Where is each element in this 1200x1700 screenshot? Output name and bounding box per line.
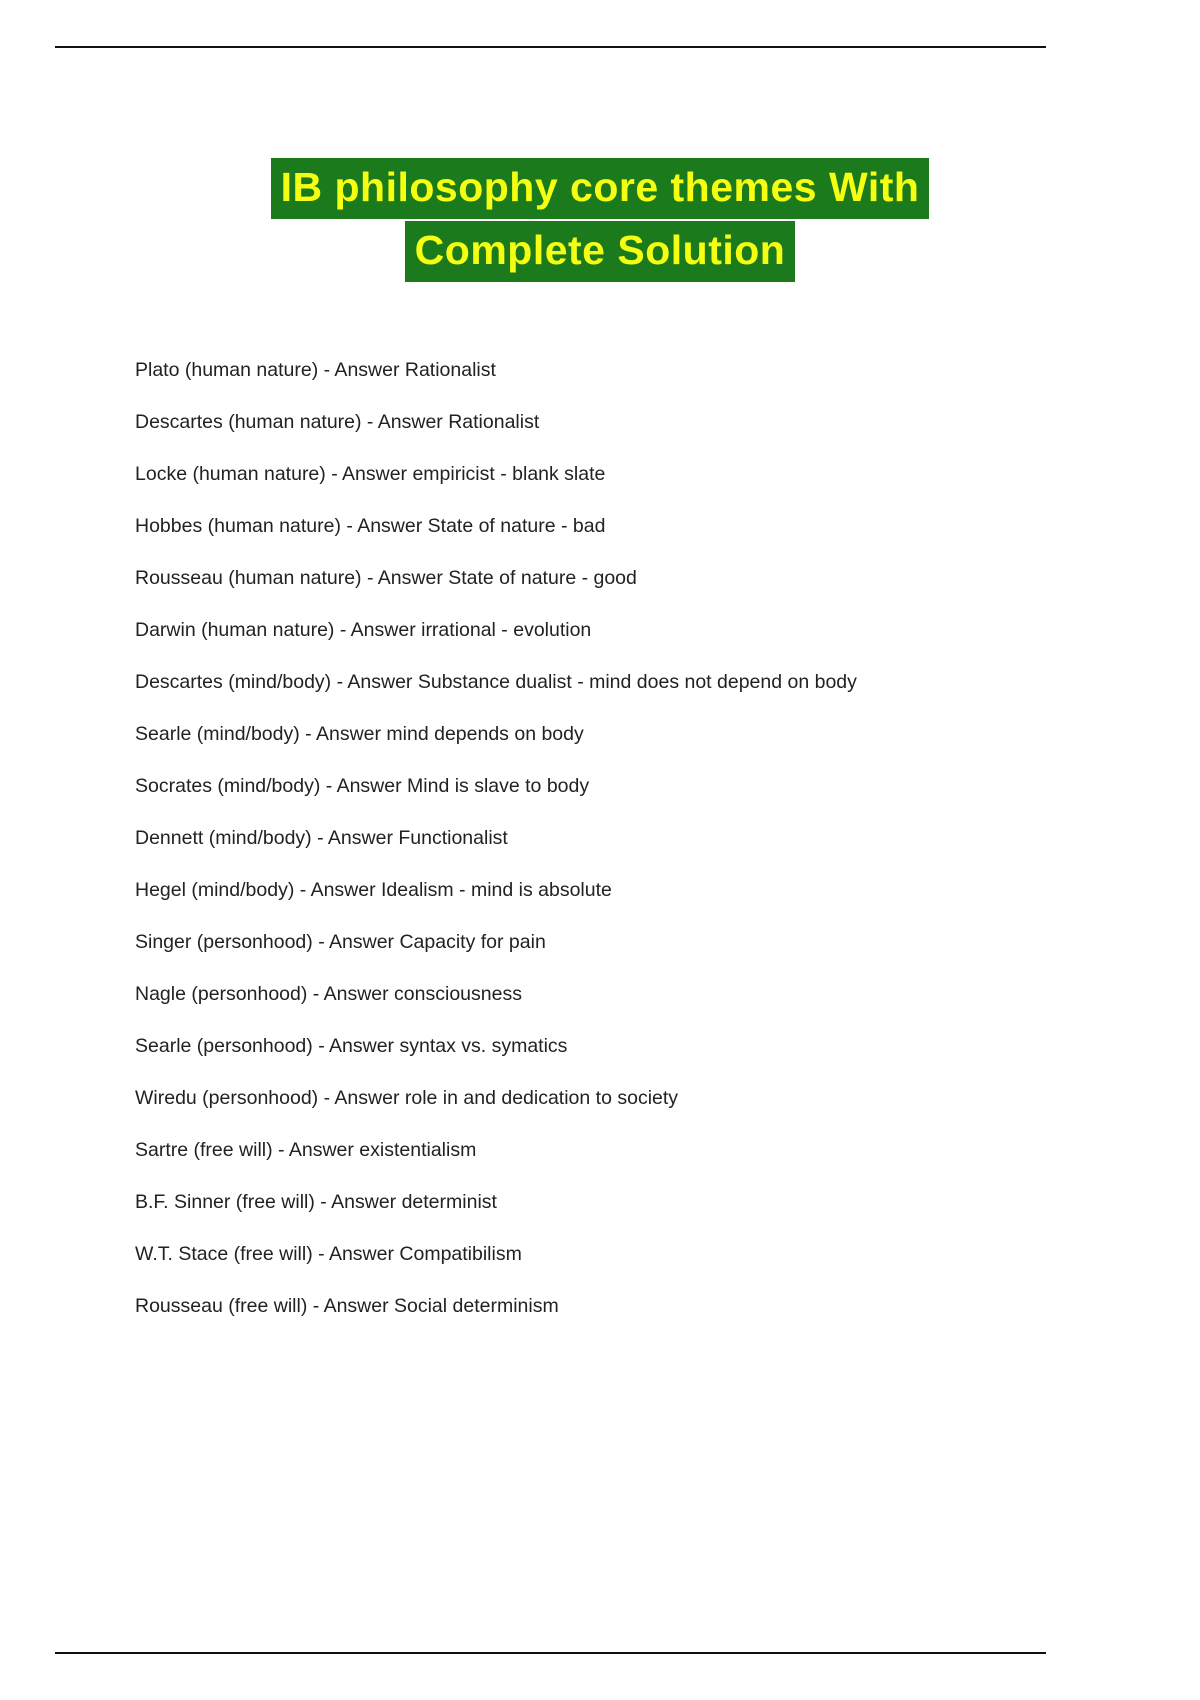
page-title [0, 157, 1200, 283]
qa-line: W.T. Stace (free will) - Answer Compatibilism [135, 1243, 522, 1265]
qa-line: Wiredu (personhood) - Answer role in and dedication to society [135, 1087, 679, 1109]
qa-line: Searle (personhood) - Answer syntax vs. symatics [135, 1035, 568, 1057]
qa-line: Sartre (free will) - Answer existentialism [135, 1139, 477, 1161]
page-title-line2: Complete Solution [405, 221, 796, 282]
qa-line: Descartes (mind/body) - Answer Substance dualist - mind does not depend on body [135, 671, 857, 693]
qa-line: Rousseau (human nature) - Answer State of nature - good [135, 567, 637, 589]
qa-line: Rousseau (free will) - Answer Social determinism [135, 1295, 559, 1317]
qa-line: Hegel (mind/body) - Answer Idealism - mind is absolute [135, 879, 612, 901]
qa-line: Descartes (human nature) - Answer Rationalist [135, 411, 540, 433]
qa-line: Hobbes (human nature) - Answer State of nature - bad [135, 515, 606, 537]
qa-list [135, 358, 1090, 1346]
qa-line: Locke (human nature) - Answer empiricist - blank slate [135, 463, 606, 485]
page-title-line1: IB philosophy core themes With [271, 158, 930, 219]
qa-line: Darwin (human nature) - Answer irrational - evolution [135, 619, 592, 641]
qa-line: Searle (mind/body) - Answer mind depends on body [135, 723, 584, 745]
qa-line: Nagle (personhood) - Answer consciousness [135, 983, 522, 1005]
qa-line: Singer (personhood) - Answer Capacity for pain [135, 931, 546, 953]
qa-line: Socrates (mind/body) - Answer Mind is slave to body [135, 775, 590, 797]
qa-line: Plato (human nature) - Answer Rationalist [135, 359, 496, 381]
qa-line: B.F. Sinner (free will) - Answer determinist [135, 1191, 497, 1213]
top-divider [55, 46, 1046, 48]
bottom-divider [55, 1652, 1046, 1654]
qa-line: Dennett (mind/body) - Answer Functionalist [135, 827, 508, 849]
